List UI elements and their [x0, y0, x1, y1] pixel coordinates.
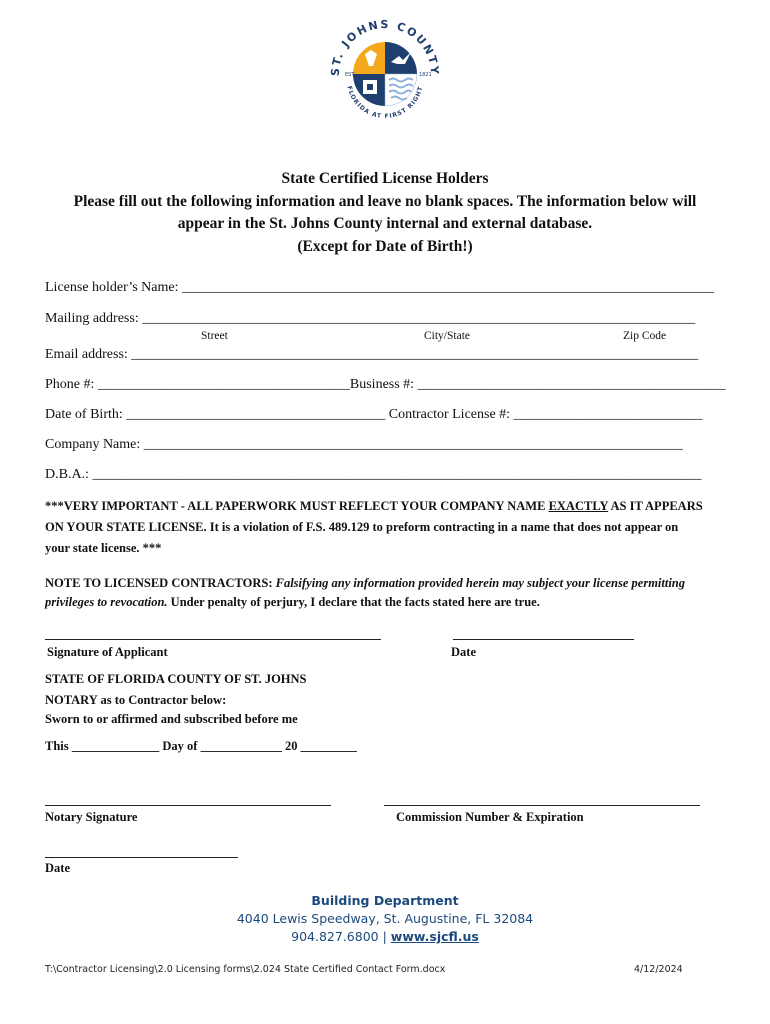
important-notice	[45, 496, 735, 559]
mailing-address-field[interactable]: Mailing address: _______________________________________________________________________________	[45, 311, 696, 326]
notary-day-line[interactable]: This ______________ Day of _____________ 20 _________	[45, 739, 357, 753]
zip-code-label: Zip Code	[623, 330, 667, 342]
note-declaration: Under penalty of perjury, I declare that the facts stated here are true.	[167, 595, 540, 609]
signature-date-label: Date	[451, 645, 476, 659]
st-johns-county-seal	[325, 14, 445, 134]
notary-as-to: NOTARY as to Contractor below:	[45, 693, 227, 707]
notary-date-label: Date	[45, 861, 70, 875]
instruction-line-3: (Except for Date of Birth!)	[297, 237, 473, 255]
footer-website-link[interactable]: www.sjcfl.us	[390, 929, 479, 944]
notice-line-2: ON YOUR STATE LICENSE. It is a violation of F.S. 489.129 to preform contracting in a name that does not appear on	[45, 520, 679, 534]
notice-text-2: AS IT APPEARS	[608, 499, 703, 513]
notice-exactly: EXACTLY	[548, 499, 609, 513]
license-holder-name-field[interactable]: License holder’s Name: ____________________________________________________________________________	[45, 280, 714, 295]
notary-state-county: STATE OF FLORIDA COUNTY OF ST. JOHNS	[45, 672, 307, 686]
svg-text:ST. JOHNS COUNTY: ST. JOHNS COUNTY	[328, 17, 442, 77]
applicant-signature-line[interactable]	[45, 639, 381, 640]
commission-label: Commission Number & Expiration	[396, 810, 584, 824]
dob-contractor-license-field[interactable]: Date of Birth: _____________________________________ Contractor License #: ___________________________	[45, 407, 703, 422]
note-italic-2: privileges to revocation.	[45, 595, 168, 609]
notice-line-3: your state license. ***	[45, 541, 162, 555]
applicant-date-line[interactable]	[453, 639, 634, 640]
svg-text:EST.: EST.	[345, 72, 356, 78]
email-address-field[interactable]: Email address: _________________________________________________________________________________	[45, 347, 699, 362]
signature-of-applicant-label: Signature of Applicant	[47, 645, 168, 659]
instruction-line-2: appear in the St. Johns County internal and external database.	[177, 215, 593, 232]
county-seal-icon	[325, 14, 445, 134]
note-italic-1: Falsifying any information provided herein may subject your license permitting	[275, 576, 686, 590]
footer-phone: 904.827.6800	[291, 929, 379, 944]
notary-date-line[interactable]	[45, 857, 238, 858]
city-state-label: City/State	[424, 330, 470, 342]
form-title: State Certified License Holders	[281, 170, 489, 187]
commission-line[interactable]	[384, 805, 700, 806]
dba-field[interactable]: D.B.A.: _______________________________________________________________________________________	[45, 467, 702, 482]
note-label: NOTE TO LICENSED CONTRACTORS:	[45, 576, 276, 590]
phone-business-field[interactable]: Phone #: ____________________________________Business #: ____________________________________________	[45, 377, 726, 392]
document-path: T:\Contractor Licensing\2.0 Licensing forms\2.024 State Certified Contact Form.docx	[45, 964, 446, 975]
company-name-field[interactable]: Company Name: _____________________________________________________________________________	[45, 437, 683, 452]
footer-address: 4040 Lewis Speedway, St. Augustine, FL 32084	[236, 911, 534, 926]
svg-text:FLORIDA AT FIRST RIGHT: FLORIDA AT FIRST RIGHT	[345, 85, 425, 121]
notice-text-1: ***VERY IMPORTANT - ALL PAPERWORK MUST REFLECT YOUR COMPANY NAME	[45, 499, 549, 513]
notary-sworn: Sworn to or affirmed and subscribed before me	[45, 712, 298, 726]
notary-signature-label: Notary Signature	[45, 810, 138, 824]
form-heading	[0, 168, 770, 258]
footer-separator: |	[378, 929, 391, 944]
instruction-line-1: Please fill out the following information and leave no blank spaces. The information below will	[73, 192, 697, 210]
footer-department: Building Department	[311, 893, 459, 908]
svg-text:1821: 1821	[419, 72, 432, 78]
street-label: Street	[201, 330, 228, 342]
document-date: 4/12/2024	[634, 964, 683, 975]
notary-signature-line[interactable]	[45, 805, 331, 806]
contractor-note	[45, 574, 735, 612]
footer-contact	[0, 929, 770, 944]
